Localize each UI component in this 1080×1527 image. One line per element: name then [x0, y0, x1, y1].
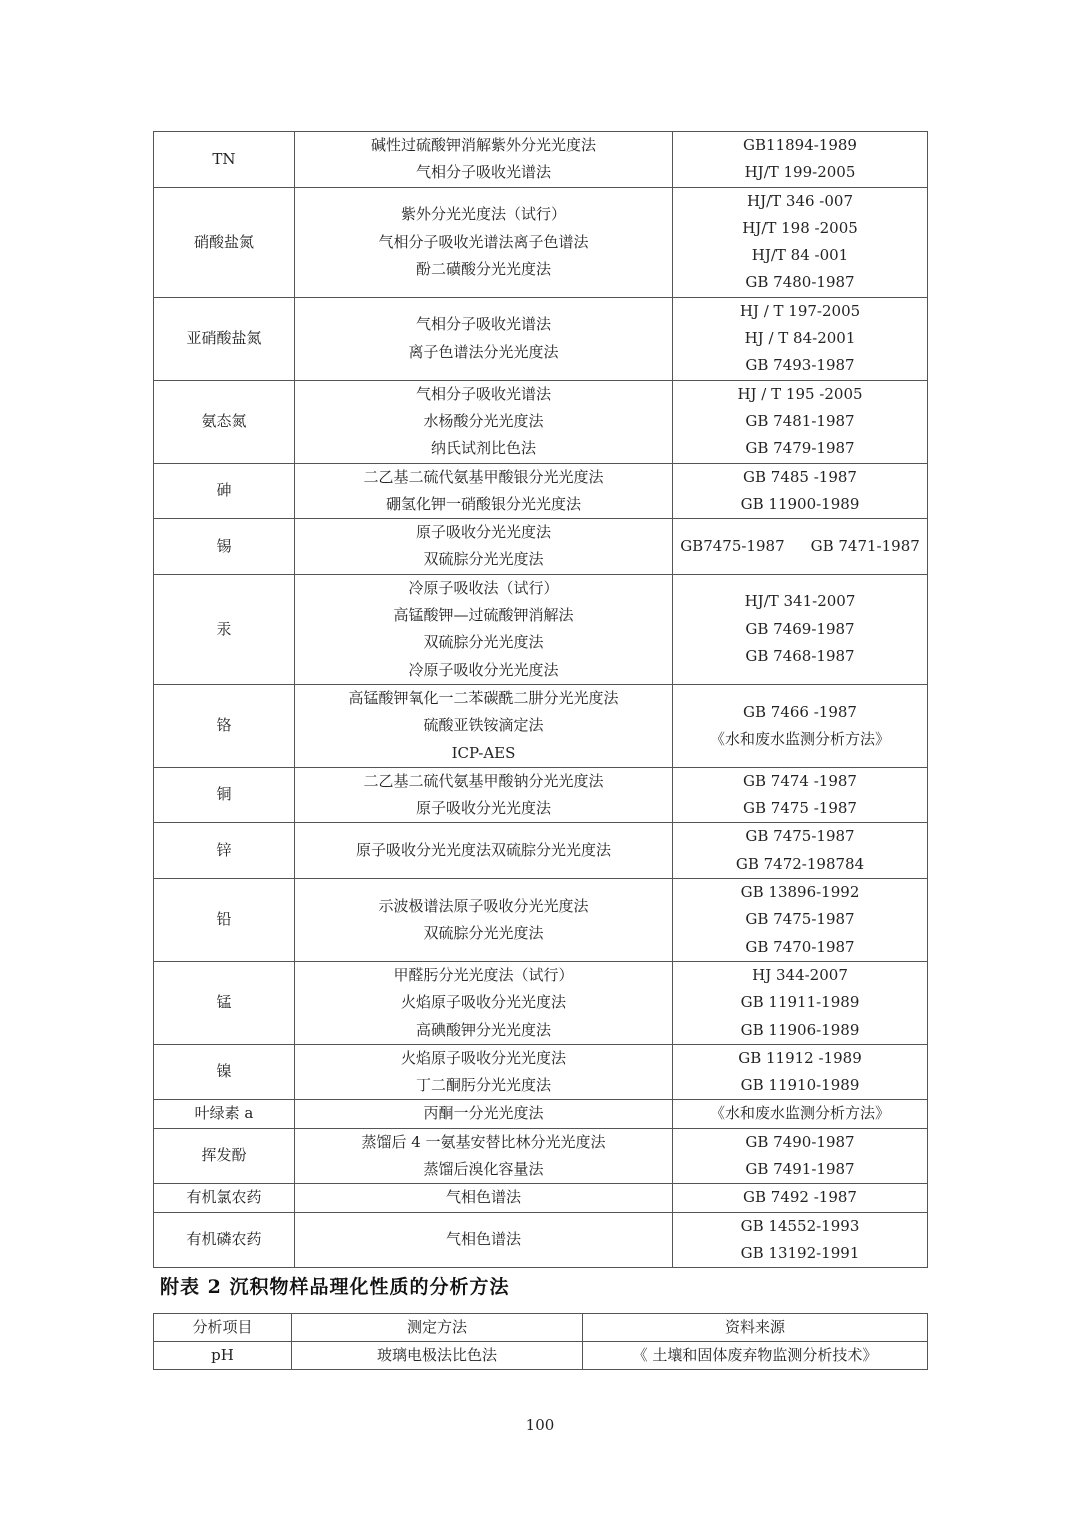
cell-standards — [673, 1128, 928, 1184]
method-line: 气相色谱法 — [445, 1230, 521, 1249]
table-row — [154, 1212, 928, 1268]
table-row — [154, 463, 928, 519]
standard-line: HJ / T 195 -2005 — [737, 384, 863, 403]
method-line: 高碘酸钾分光光度法 — [415, 1020, 551, 1039]
cell-standards — [673, 297, 928, 380]
cell-methods — [295, 380, 673, 463]
standard-line: GB 7481-1987 — [745, 411, 855, 430]
cell-analysis-item: 锰 — [154, 961, 295, 1044]
method-line: 原子吸收分光光度法双硫腙分光光度法 — [355, 841, 611, 860]
cell-standards — [673, 823, 928, 879]
method-line: 甲醛肟分光光度法（试行） — [393, 965, 574, 984]
method-line: 二乙基二硫代氨基甲酸钠分光光度法 — [363, 771, 604, 790]
table-header-row — [154, 1314, 928, 1342]
standard-line: GB 7466 -1987 — [743, 702, 857, 721]
standard-line: GB 13192-1991 — [740, 1243, 860, 1262]
table-row — [154, 1184, 928, 1212]
table-row — [154, 132, 928, 188]
standard-line: HJ/T 198 -2005 — [742, 218, 858, 237]
standard-line: GB7475-1987 — [680, 536, 785, 555]
method-line: 气相色谱法 — [445, 1188, 521, 1207]
method-line: 硫酸亚铁铵滴定法 — [423, 716, 544, 735]
cell-analysis-item: 锡 — [154, 519, 295, 575]
sediment-methods-table — [153, 1313, 928, 1370]
table-row — [154, 1128, 928, 1184]
cell-methods — [295, 1100, 673, 1128]
standard-line: GB 7468-1987 — [745, 646, 855, 665]
cell-analysis-item: 有机氯农药 — [154, 1184, 295, 1212]
method-line: 气相分子吸收光谱法 — [415, 384, 551, 403]
cell-methods — [295, 574, 673, 684]
table-row — [154, 961, 928, 1044]
standard-line: HJ / T 197-2005 — [739, 301, 861, 320]
table-row — [154, 823, 928, 879]
standard-line: GB 7491-1987 — [745, 1159, 855, 1178]
cell-standards — [673, 519, 928, 575]
method-line: 高锰酸钾氧化一二苯碳酰二肼分光光度法 — [348, 688, 619, 707]
table-row — [154, 519, 928, 575]
cell-source: 《 土壤和固体废弃物监测分析技术》 — [583, 1342, 928, 1370]
cell-standards — [673, 1184, 928, 1212]
cell-standards — [673, 879, 928, 962]
cell-analysis-item: pH — [154, 1342, 292, 1370]
method-line: 碱性过硫酸钾消解紫外分光光度法 — [370, 136, 596, 154]
cell-standards — [673, 132, 928, 188]
cell-analysis-item: 有机磷农药 — [154, 1212, 295, 1268]
table-row — [154, 879, 928, 962]
section-title: 附表 2 沉积物样品理化性质的分析方法 — [160, 1276, 510, 1298]
method-line: 紫外分光光度法（试行） — [400, 205, 566, 224]
cell-analysis-item: 亚硝酸盐氮 — [154, 297, 295, 380]
table-row — [154, 684, 928, 767]
method-line: 火焰原子吸收分光光度法 — [400, 1048, 566, 1067]
method-line: 冷原子吸收法（试行） — [408, 578, 559, 597]
table-row — [154, 1100, 928, 1128]
cell-methods — [295, 823, 673, 879]
cell-methods — [295, 297, 673, 380]
cell-methods — [295, 132, 673, 188]
cell-standards — [673, 961, 928, 1044]
cell-analysis-item: 砷 — [154, 463, 295, 519]
method-line: 冷原子吸收分光光度法 — [408, 660, 559, 679]
cell-analysis-item: 铬 — [154, 684, 295, 767]
cell-methods — [295, 187, 673, 297]
method-line: 双硫腙分光光度法 — [423, 923, 544, 942]
table-row — [154, 1342, 928, 1370]
method-line: ICP-AES — [451, 743, 516, 762]
method-line: 纳氏试剂比色法 — [430, 439, 536, 458]
method-line: 双硫腙分光光度法 — [423, 633, 544, 652]
method-line: 气相分子吸收光谱法 — [415, 315, 551, 334]
standard-line: HJ/T 341-2007 — [744, 592, 856, 611]
cell-standards — [673, 574, 928, 684]
standard-line: GB 7474 -1987 — [743, 771, 857, 790]
cell-method: 玻璃电极法比色法 — [292, 1342, 583, 1370]
method-line: 离子色谱法分光光度法 — [408, 342, 559, 361]
cell-methods — [295, 767, 673, 823]
method-line: 丙酮一分光光度法 — [423, 1104, 544, 1123]
table-row — [154, 574, 928, 684]
method-line: 水杨酸分光光度法 — [423, 411, 544, 430]
standard-line: GB 11900-1989 — [740, 494, 860, 513]
standard-line: GB 7493-1987 — [745, 356, 855, 375]
header-analysis-item: 分析项目 — [154, 1314, 292, 1342]
standard-line: 《水和废水监测分析方法》 — [709, 1104, 890, 1123]
cell-analysis-item: 锌 — [154, 823, 295, 879]
table-row — [154, 187, 928, 297]
cell-methods — [295, 1212, 673, 1268]
analysis-methods-table — [153, 131, 928, 1268]
cell-methods — [295, 1128, 673, 1184]
cell-methods — [295, 519, 673, 575]
standard-line: GB 7480-1987 — [745, 273, 855, 292]
method-line: 丁二酮肟分光光度法 — [415, 1076, 551, 1095]
method-line: 二乙基二硫代氨基甲酸银分光光度法 — [363, 467, 604, 486]
standard-line: GB 7469-1987 — [745, 619, 855, 638]
cell-methods — [295, 463, 673, 519]
standard-line: GB 11906-1989 — [740, 1020, 860, 1039]
cell-standards — [673, 767, 928, 823]
standard-line: HJ/T 84 -001 — [751, 246, 849, 265]
standard-line: GB 7472-198784 — [735, 854, 865, 873]
table-row — [154, 767, 928, 823]
method-line: 双硫腙分光光度法 — [423, 550, 544, 569]
cell-analysis-item: 硝酸盐氮 — [154, 187, 295, 297]
cell-methods — [295, 1044, 673, 1100]
standard-line: HJ/T 346 -007 — [746, 191, 854, 210]
method-line: 高锰酸钾—过硫酸钾消解法 — [393, 606, 574, 625]
standard-line: GB 11911-1989 — [740, 993, 860, 1012]
method-line: 酚二磺酸分光光度法 — [415, 259, 551, 278]
standard-line: 《水和废水监测分析方法》 — [709, 729, 890, 748]
standard-line: GB 7470-1987 — [745, 937, 855, 956]
cell-analysis-item: 叶绿素 a — [154, 1100, 295, 1128]
method-line: 蒸馏后溴化容量法 — [423, 1159, 544, 1178]
cell-analysis-item: 铅 — [154, 879, 295, 962]
method-line: 火焰原子吸收分光光度法 — [400, 993, 566, 1012]
standard-line: GB 7492 -1987 — [743, 1188, 857, 1207]
method-line: 气相分子吸收光谱法 — [415, 163, 551, 182]
cell-standards — [673, 1044, 928, 1100]
cell-standards — [673, 380, 928, 463]
cell-standards — [673, 187, 928, 297]
standard-line: GB 7490-1987 — [745, 1132, 855, 1151]
cell-standards — [673, 463, 928, 519]
standard-line: GB 11910-1989 — [740, 1076, 860, 1095]
standard-line: GB 7485 -1987 — [743, 467, 857, 486]
standard-line: GB 7471-1987 — [810, 536, 920, 555]
table-row — [154, 380, 928, 463]
cell-standards — [673, 1212, 928, 1268]
standard-line: HJ / T 84-2001 — [744, 329, 856, 348]
standard-line: HJ 344-2007 — [752, 965, 848, 984]
method-line: 原子吸收分光光度法 — [415, 523, 551, 542]
standard-line: GB 14552-1993 — [740, 1216, 860, 1235]
cell-methods — [295, 684, 673, 767]
method-line: 硼氢化钾一硝酸银分光光度法 — [385, 494, 581, 513]
standard-line: GB 7479-1987 — [745, 439, 855, 458]
cell-analysis-item: 汞 — [154, 574, 295, 684]
standard-line: GB 13896-1992 — [740, 883, 860, 902]
method-line: 蒸馏后 4 一氨基安替比林分光光度法 — [361, 1132, 606, 1151]
standard-line: GB 11912 -1989 — [738, 1048, 862, 1067]
table-row — [154, 1044, 928, 1100]
standard-line: GB11894-1989 — [743, 136, 857, 154]
method-line: 原子吸收分光光度法 — [415, 799, 551, 818]
standard-line: GB 7475-1987 — [745, 827, 855, 846]
method-line: 示波极谱法原子吸收分光光度法 — [378, 896, 589, 915]
cell-analysis-item: 镍 — [154, 1044, 295, 1100]
table-row — [154, 297, 928, 380]
cell-analysis-item: 氨态氮 — [154, 380, 295, 463]
cell-analysis-item: 挥发酚 — [154, 1128, 295, 1184]
cell-standards — [673, 1100, 928, 1128]
standard-line: GB 7475-1987 — [745, 910, 855, 929]
page-number: 100 — [525, 1416, 555, 1434]
header-method: 测定方法 — [292, 1314, 583, 1342]
analysis-methods-table-body — [154, 132, 928, 1268]
standard-line: HJ/T 199-2005 — [744, 163, 856, 182]
cell-methods — [295, 879, 673, 962]
cell-methods — [295, 961, 673, 1044]
cell-analysis-item: 铜 — [154, 767, 295, 823]
standard-line: GB 7475 -1987 — [743, 799, 857, 818]
header-source: 资料来源 — [583, 1314, 928, 1342]
cell-analysis-item: TN — [154, 132, 295, 188]
method-line: 气相分子吸收光谱法离子色谱法 — [378, 232, 589, 251]
cell-standards — [673, 684, 928, 767]
cell-methods — [295, 1184, 673, 1212]
